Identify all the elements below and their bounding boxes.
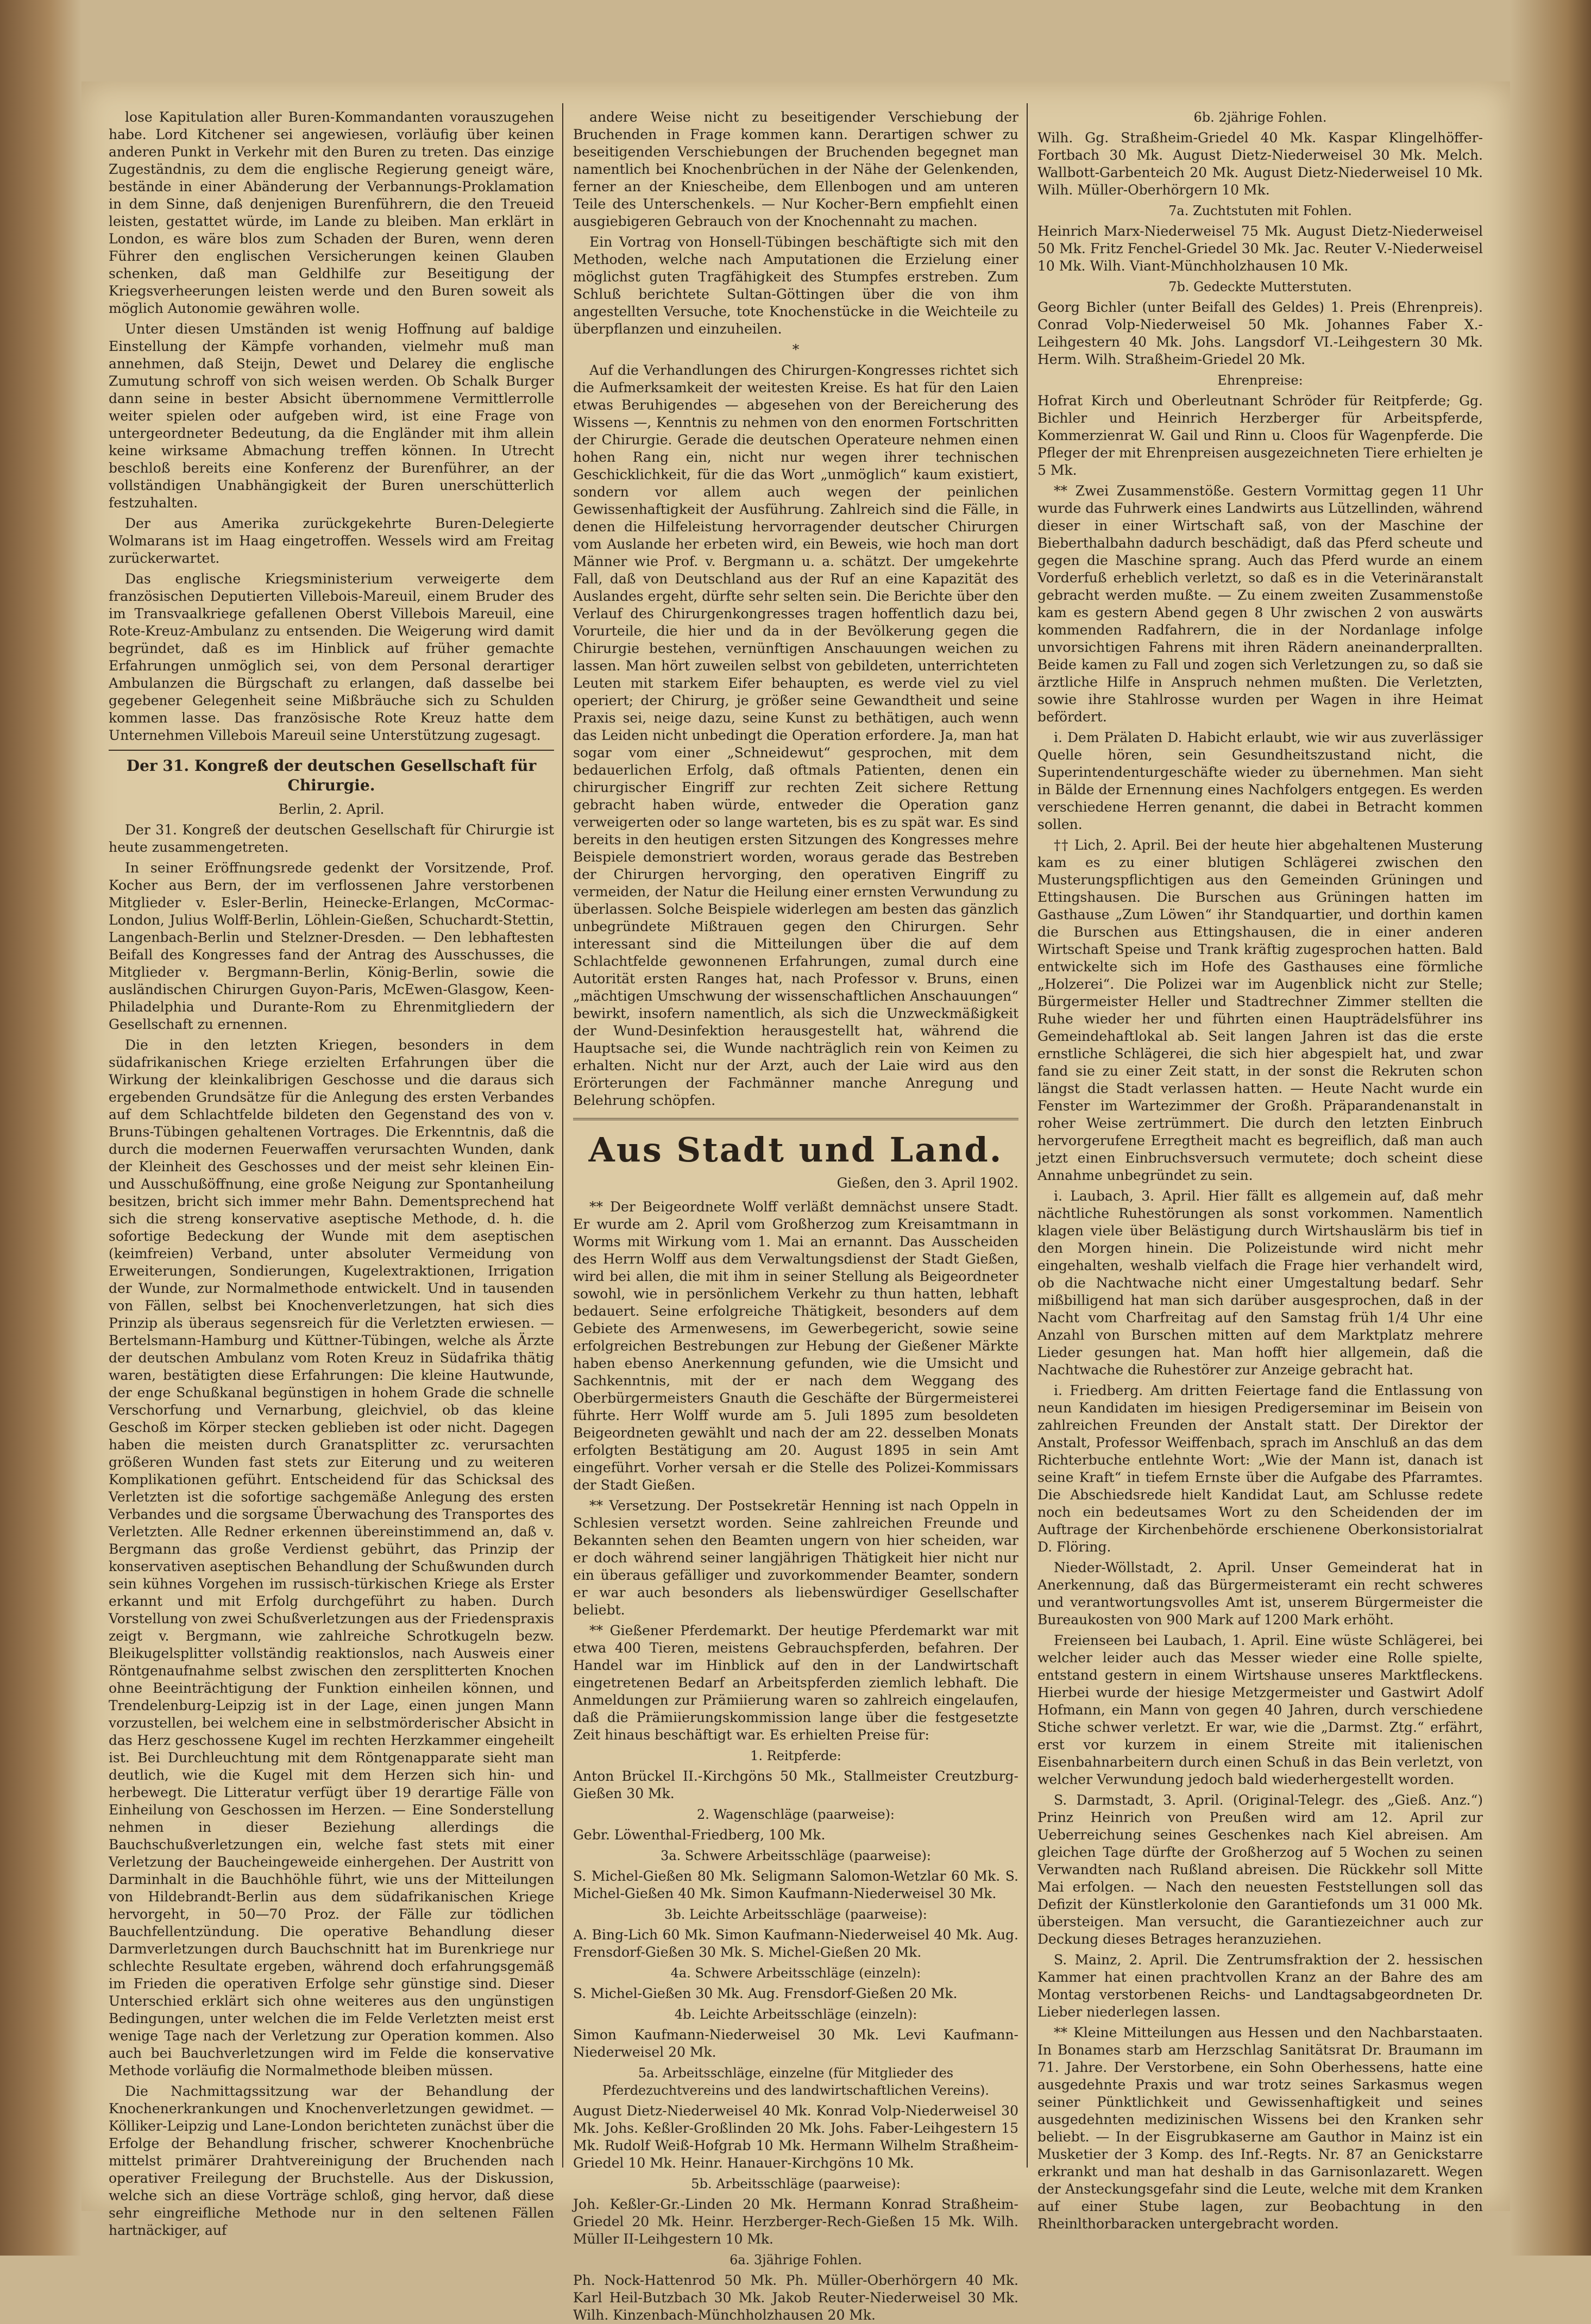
section-divider	[573, 1118, 1018, 1120]
local-news-paragraph: ** Versetzung. Der Postsekretär Henning ist nach Oppeln in Schlesien versetzt worden. Seine zahlreichen Freunde und Bekannten sehen den Beamten ungern von hier scheiden, war er doch während seiner langjährigen Thätigkeit hier nicht nur ein überaus gefälliger und zuvorkommender Beamter, sondern er war auch besonders als liebenswürdiger Gesellschafter beliebt.	[573, 1498, 1018, 1618]
prize-heading: 2. Wagenschläge (paarweise):	[696, 1807, 895, 1822]
prize-list: S. Michel-Gießen 80 Mk. Seligmann Salomon-Wetzlar 60 Mk. S. Michel-Gießen 40 Mk. Simon Kaufmann-Niederweisel 30 Mk.	[573, 1868, 1018, 1901]
article-paragraph: Ein Vortrag von Honsell-Tübingen beschäftigte sich mit den Methoden, welche nach Amputationen die Erzielung einer möglichst guten Tragfähigkeit des Stumpfes erstreben. Zum Schluß berichtete Sultan-Göttingen über die von ihm angestellten Versuche, tote Knochenstücke in die Weichteile zu überpflanzen und einzuheilen.	[573, 234, 1018, 337]
local-news-paragraph: Freienseen bei Laubach, 1. April. Eine wüste Schlägerei, bei welcher leider auch das Messer wieder eine Rolle spielte, entstand gestern in einem Wirtshause unseres Marktfleckens. Hierbei wurde der hiesige Metzgermeister und Gastwirt Adolf Hofmann, ein Mann von gegen 40 Jahren, durch verschiedene Stiche schwer verletzt. Er war, wie die „Darmst. Ztg.“ erfährt, erst vor kurzem in einem Streite mit italienischen Eisenbahnarbeitern durch einen Schuß in das Bein verletzt, von welcher Verwundung jedoch bald wiederhergestellt worden.	[1037, 1632, 1483, 1787]
prize-list: S. Michel-Gießen 30 Mk. Aug. Frensdorf-Gießen 20 Mk.	[573, 1986, 958, 2001]
prize-heading: 4b. Leichte Arbeitsschläge (einzeln):	[674, 2007, 917, 2022]
column-3	[1037, 109, 1483, 2232]
prize-list: Ph. Nock-Hattenrod 50 Mk. Ph. Müller-Oberhörgern 40 Mk. Karl Heil-Butzbach 30 Mk. Jakob Reuter-Niederweisel 30 Mk. Wilh. Kinzenbach-Münchholzhausen 20 Mk.	[573, 2272, 1018, 2323]
local-news-paragraph: ** Der Beigeordnete Wolff verläßt demnächst unsere Stadt. Er wurde am 2. April vom Großherzog zum Kreisamtmann in Worms mit Wirkung vom 1. Mai an ernannt. Das Ausscheiden des Herrn Wolff aus dem Verwaltungsdienst der Stadt Gießen, wird bei allen, die mit ihm in seiner Stellung als Beigeordneter sowohl, wie in persönlichem Verkehr zu thun hatten, lebhaft bedauert. Seine erfolgreiche Thätigkeit, besonders auf dem Gebiete des Armenwesens, im Gewerbegericht, sowie seine erfolgreichen Bestrebungen zur Hebung der Gießener Märkte haben ebenso Anerkennung gefunden, wie die Umsicht und Sachkenntnis, mit der er nach dem Weggang des Oberbürgermeisters Gnauth die Geschäfte der Bürgermeisterei führte. Herr Wolff wurde am 5. Juli 1895 zum besoldeten Beigeordneten gewählt und nach der am 22. desselben Monats erfolgten Bestätigung am 20. August 1895 in sein Amt eingeführt. Vorher versah er die Stelle des Polizei-Kommissars der Stadt Gießen.	[573, 1199, 1018, 1493]
prize-heading: 6b. 2jährige Fohlen.	[1193, 110, 1327, 125]
column-rule	[1027, 103, 1028, 2168]
column-rule	[562, 103, 563, 2168]
book-binding-shadow	[0, 0, 81, 2256]
prize-list: Wilh. Gg. Straßheim-Griedel 40 Mk. Kaspar Klingelhöffer-Fortbach 30 Mk. August Dietz-Niederweisel 30 Mk. Melch. Wallbott-Garbenteich 20 Mk. August Dietz-Niederweisel 10 Mk. Wilh. Müller-Oberhörgern 10 Mk.	[1037, 130, 1483, 198]
star-separator: *	[792, 342, 800, 357]
prize-list: Hofrat Kirch und Oberleutnant Schröder für Reitpferde; Gg. Bichler und Heinrich Herzberger für Arbeitspferde, Kommerzienrat W. Gail und Rinn u. Cloos für Wagenpferde. Die Pfleger der mit Ehrenpreisen ausgezeichneten Tiere erhielten je 5 Mk.	[1037, 393, 1483, 478]
column-2	[573, 109, 1018, 2323]
article-paragraph: Unter diesen Umständen ist wenig Hoffnung auf baldige Einstellung der Kämpfe vorhanden, vielmehr muß man annehmen, daß Steijn, Dewet und Delarey die englische Zumutung schroff von sich weisen werden. Ob Schalk Burger dann seine in bester Absicht übernommene Vermittlerrolle weiter spielen oder aufgeben wird, ist eine Frage von untergeordneter Bedeutung, da die Engländer mit ihm allein keine wirksame Abmachung treffen können. In Utrecht beschloß bereits eine Konferenz der Burenführer, an der vollständigen Unabhängigkeit der Buren unerschütterlich festzuhalten.	[109, 321, 554, 511]
prize-heading: 5a. Arbeitsschläge, einzelne (für Mitglieder des Pferdezuchtvereins und des landwirtschaftlichen Vereins).	[602, 2065, 990, 2098]
local-news-paragraph: ** Gießener Pferdemarkt. Der heutige Pferdemarkt war mit etwa 400 Tieren, meistens Gebrauchspferden, befahren. Der Handel war im Hinblick auf den in der Landwirtschaft eingetretenen Bedarf an Arbeitspferden ziemlich lebhaft. Die Anmeldungen zur Prämiierung waren so zahlreich eingelaufen, daß die Prämiierungskommission lange über die festgesetzte Zeit hinaus beschäftigt war. Es erhielten Preise für:	[573, 1623, 1018, 1743]
kongress-paragraph: In seiner Eröffnungsrede gedenkt der Vorsitzende, Prof. Kocher aus Bern, der im verflossenen Jahre verstorbenen Mitglieder v. Esler-Berlin, Heinecke-Erlangen, McCormac-London, Julius Wolff-Berlin, Löhlein-Gießen, Schuchardt-Stettin, Langenbach-Berlin und Stelzner-Dresden. — Den lebhaftesten Beifall des Kongresses fand der Antrag des Ausschusses, die Mitglieder v. Bergmann-Berlin, König-Berlin, sowie die ausländischen Chirurgen Guyon-Paris, McEwen-Glasgow, Keen-Philadelphia und Durante-Rom zu Ehrenmitgliedern der Gesellschaft zu ernennen.	[109, 860, 554, 1032]
prize-heading: 6a. 3jährige Fohlen.	[730, 2252, 862, 2268]
local-news-paragraph: i. Laubach, 3. April. Hier fällt es allgemein auf, daß mehr nächtliche Ruhestörungen als sonst vorkommen. Namentlich klagen viele über Belästigung durch Wirtshauslärm bis tief in den Morgen hinein. Die Polizeistunde wird nicht mehr eingehalten, weshalb vielfach die Frage hier verhandelt wird, ob die Nachtwache nicht einer Umgestaltung bedarf. Sehr mißbilligend hat man sich darüber ausgesprochen, daß in der Nacht vom Charfreitag auf den Samstag früh 1/4 Uhr eine Anzahl von Burschen mitten auf dem Marktplatz mehrere Lieder gesungen hat. Man hofft hier allgemein, daß die Nachtwache die Ruhestörer zur Anzeige gebracht hat.	[1037, 1188, 1483, 1378]
prize-list: A. Bing-Lich 60 Mk. Simon Kaufmann-Niederweisel 40 Mk. Aug. Frensdorf-Gießen 30 Mk. S. Michel-Gießen 20 Mk.	[573, 1927, 1018, 1960]
article-paragraph: Der aus Amerika zurückgekehrte Buren-Delegierte Wolmarans ist im Haag eingetroffen. Wessels wird am Freitag zurückerwartet.	[109, 516, 554, 566]
section-dateline: Gießen, den 3. April 1902.	[837, 1175, 1018, 1191]
prize-list: Joh. Keßler-Gr.-Linden 20 Mk. Hermann Konrad Straßheim-Griedel 20 Mk. Heinr. Herzberger-Rech-Gießen 15 Mk. Wilh. Müller II-Leihgestern 10 Mk.	[573, 2196, 1018, 2247]
prize-list: Simon Kaufmann-Niederweisel 30 Mk. Levi Kaufmann-Niederweisel 20 Mk.	[573, 2027, 1018, 2060]
prize-heading: 7b. Gedeckte Mutterstuten.	[1168, 279, 1352, 294]
local-news-paragraph: Nieder-Wöllstadt, 2. April. Unser Gemeinderat hat in Anerkennung, daß das Bürgermeisteramt ein recht schweres und verantwortungsvolles Amt ist, unserem Bürgermeister die Bureaukosten von 900 Mark auf 1200 Mark erhöht.	[1037, 1560, 1483, 1628]
prize-heading: 7a. Zuchtstuten mit Fohlen.	[1168, 203, 1352, 218]
kongress-paragraph: Die Nachmittagssitzung war der Behandlung der Knochenerkrankungen und Knochenverletzungen gewidmet. — Kölliker-Leipzig und Lane-London berichteten zunächst über die Erfolge der Behandlung frischer, schwerer Knochenbrüche mittelst primärer Drahtvereinigung der Bruchenden nach operativer Freilegung der Bruchstelle. Aus der Diskussion, welche sich an diese Vorträge schloß, ging hervor, daß diese sehr eingreifliche Methode nur in den seltenen Fällen hartnäckiger, auf	[109, 2083, 554, 2238]
prize-heading: 1. Reitpferde:	[750, 1748, 841, 1763]
article-paragraph: Das englische Kriegsministerium verweigerte dem französischen Deputierten Villebois-Mareuil, einem Bruder des im Transvaalkriege gefallenen Oberst Villebois Mareuil, eine Rote-Kreuz-Ambulanz zu entsenden. Die Weigerung wird damit begründet, daß es im Hinblick auf früher gemachte Erfahrungen unmöglich sei, von dem Personal derartiger Ambulanzen die Bürgschaft zu erlangen, daß dasselbe bei gegebener Gelegenheit seine Mißbräuche sich zu Schulden kommen lasse. Das französische Rote Kreuz hatte dem Unternehmen Villebois Mareuil seine Unterstützung zugesagt.	[109, 571, 554, 743]
prize-list: August Dietz-Niederweisel 40 Mk. Konrad Volp-Niederweisel 30 Mk. Johs. Keßler-Großlinden 20 Mk. Johs. Faber-Leihgestern 15 Mk. Rudolf Weiß-Hofgrab 10 Mk. Hermann Wilhelm Straßheim-Griedel 10 Mk. Heinr. Hanauer-Kirchgöns 10 Mk.	[573, 2103, 1018, 2171]
local-news-paragraph: S. Darmstadt, 3. April. (Original-Telegr. des „Gieß. Anz.“) Prinz Heinrich von Preußen wird am 12. April zur Ueberreichung seines Geschenkes nach Kiel abreisen. Am gleichen Tage dürfte der Großherzog auf 5 Wochen zu seinen Verwandten nach Rußland abreisen. Die Rückkehr soll Mitte Mai erfolgen. — Nach den neuesten Feststellungen soll das Defizit der Künstlerkolonie den Garantiefonds um 31 000 Mk. übersteigen. Man versucht, die Garantiezeichner auch zur Deckung dieses Betrages heranzuziehen.	[1037, 1792, 1483, 1947]
prize-heading: 4a. Schwere Arbeitsschläge (einzeln):	[670, 1965, 921, 1981]
article-paragraph: andere Weise nicht zu beseitigender Verschiebung der Bruchenden in Frage kommen kann. Derartigen schwer zu beseitigenden Verschiebungen der Bruchenden begegnet man namentlich bei Knochenbrüchen in der Nähe der Gelenkenden, ferner an der Kniescheibe, dem Ellenbogen und am unteren Teile des Unterschenkels. — Nur Kocher-Bern empfiehlt einen ausgiebigeren Gebrauch von der Knochennaht zu machen.	[573, 109, 1018, 229]
prize-list: Anton Brückel II.-Kirchgöns 50 Mk., Stallmeister Creutzburg-Gießen 30 Mk.	[573, 1768, 1018, 1801]
section-title: Aus Stadt und Land.	[588, 1130, 1003, 1170]
article-divider	[109, 750, 554, 751]
kongress-paragraph: Die in den letzten Kriegen, besonders in dem südafrikanischen Kriege erzielten Erfahrungen über die Wirkung der kleinkalibrigen Geschosse und die daraus sich ergebenden Grundsätze für die Anlegung des ersten Verbandes auf dem Schlachtfelde bildeten den Gegenstand des von v. Bruns-Tübingen gehaltenen Vortrages. Die Erkenntnis, daß die durch die modernen Feuerwaffen verursachten Wunden, dank der Kleinheit des Geschosses und der meist sehr kleinen Ein- und Ausschußöffnung, eine große Neigung zur Spontanheilung besitzen, bricht sich immer mehr Bahn. Dementsprechend hat sich die streng konservative aseptische Methode, d. h. die sofortige Bedeckung der Wunde mit dem aseptischen (keimfreien) Verband, unter absoluter Vermeidung von Erweiterungen, Sondierungen, Kugelextraktionen, Irrigation der Wunde, zur Normalmethode entwickelt. Und in tausenden von Fällen, selbst bei Knochenverletzungen, hat sich dies Prinzip als überaus segensreich für die Verletzten erwiesen. — Bertelsmann-Hamburg und Küttner-Tübingen, welche als Ärzte der deutschen Ambulanz vom Roten Kreuz in Südafrika thätig waren, bestätigten diese Erfahrungen: Die kleine Hautwunde, der enge Schußkanal begünstigen in hohem Grade die schnelle Verschorfung und Vernarbung, gleichviel, ob das kleine Geschoß im Körper stecken geblieben ist oder nicht. Dagegen haben die meisten durch Granatsplitter zc. verursachten größeren Wunden fast stets zur Eiterung und zu weiteren Komplikationen geführt. Entscheidend für das Schicksal des Verletzten ist die sofortige sachgemäße Anlegung des ersten Verbandes und die sorgsame Überwachung des Transportes des Verletzten. Alle Redner erkennen übereinstimmend an, daß v. Bergmann das große Verdienst gebührt, das Prinzip der konservativen aseptischen Behandlung der Schußwunden durch sein kühnes Vorgehen im russisch-türkischen Kriege als Erster erkannt und mit Erfolg durchgeführt zu haben. Durch Vorstellung von zwei Schußverletzungen aus der Friedenspraxis zeigt v. Bergmann, wie zahlreiche Schrotkugeln bezw. Bleikugelsplitter vollständig reaktionslos, nach Ausweis einer Röntgenaufnahme selbst zwischen den zersplitterten Knochen ohne Beeinträchtigung der Funktion einheilen können, und Trendelenburg-Leipzig ist in der Lage, einen jungen Mann vorzustellen, bei welchem eine in selbstmörderischer Absicht in das Herz geschossene Kugel im rechten Herzkammer eingeheilt ist. Bei Durchleuchtung mit dem Röntgenapparate sieht man deutlich, wie die Kugel mit dem Herzen sich hin- und herbewegt. Die Litteratur verfügt über 19 derartige Fälle von Einheilung von Geschossen im Herzen. — Eine Sonderstellung nehmen in dieser Beziehung allerdings die Bauchschußverletzungen ein, welche fast stets mit einer Verletzung der Baucheingeweide einhergehen. Der Austritt von Darminhalt in die Bauchhöhle führt, wie uns der Mitteilungen von Hildebrandt-Berlin aus dem südafrikanischen Kriege hervorgeht, in 50—70 Proz. der Fälle zur tödlichen Bauchfellentzündung. Die operative Behandlung dieser Darmverletzungen durch Bauchschnitt hat im Burenkriege nur schlechte Resultate ergeben, während doch erfahrungsgemäß im Frieden die operativen Erfolge sehr günstige sind. Dieser Unterschied erklärt sich ohne weiteres aus den ungünstigen Bedingungen, unter welchen die im Felde Verletzten meist erst wenige Tage nach der Verletzung zur Operation kommen. Also auch bei Bauchverletzungen wird im Felde die konservative Methode vorläufig die Normalmethode bleiben müssen.	[109, 1037, 554, 2078]
local-news-paragraph: S. Mainz, 2. April. Die Zentrumsfraktion der 2. hessischen Kammer hat einen prachtvollen Kranz an der Bahre des am Montag verstorbenen Reichs- und Landtagsabgeordneten Dr. Lieber niederlegen lassen.	[1037, 1952, 1483, 2020]
prize-heading: 3b. Leichte Arbeitsschläge (paarweise):	[664, 1907, 927, 1922]
prize-list: Gebr. Löwenthal-Friedberg, 100 Mk.	[573, 1827, 826, 1843]
prize-heading: 5b. Arbeitsschläge (paarweise):	[691, 2176, 901, 2191]
kongress-dateline: Berlin, 2. April.	[278, 801, 385, 817]
local-news-paragraph: †† Lich, 2. April. Bei der heute hier abgehaltenen Musterung kam es zu einer blutigen Schlägerei zwischen den Musterungspflichtigen aus den Gemeinden Grüningen und Ettingshausen. Die Burschen aus Grüningen hatten im Gasthause „Zum Löwen“ ihr Standquartier, und dorthin kamen die Burschen aus Ettingshausen, die in einer anderen Wirtschaft Speise und Trank kräftig zugesprochen hatten. Bald entwickelte sich im Hofe des Gasthauses eine förmliche „Holzerei“. Die Polizei war im Augenblick nicht zur Stelle; Bürgermeister Heller und Stadtrechner Zimmer stellten die Ruhe wieder her und führten einen Haupträdelsführer ins Gemeindehaftlokal ab. Seit langen Jahren ist das die erste ernstliche Schlägerei, die sich hier abgespielt hat, und zwar fand sie zu einer Zeit statt, in der sonst die Rekruten schon längst die Stadt verlassen hatten. — Heute Nacht wurde ein Fenster im Wartezimmer der Großh. Präparandenanstalt in roher Weise zertrümmert. Die durch den letzten Einbruch hervorgerufene Erregtheit macht es begreiflich, daß man auch jetzt einen Einbruchsversuch vermutete; doch scheint diese Annahme unbegründet zu sein.	[1037, 837, 1483, 1183]
local-news-paragraph: i. Friedberg. Am dritten Feiertage fand die Entlassung von neun Kandidaten im hiesigen Predigerseminar im Beisein von zahlreichen Freunden der Anstalt statt. Der Direktor der Anstalt, Professor Weiffenbach, sprach im Anschluß an das dem Richterbuche entlehnte Wort: „Wie der Mann ist, danach ist seine Kraft“ in tiefem Ernste über die Aufgabe des Pfarramtes. Die Abschiedsrede hielt Kandidat Laut, am Schlusse redete noch ein bedeutsames Wort zu den Scheidenden der im Auftrage der Kirchenbehörde erschienene Oberkonsistorialrat D. Flöring.	[1037, 1383, 1483, 1555]
local-news-paragraph: ** Kleine Mitteilungen aus Hessen und den Nachbarstaaten. In Bonames starb am Herzschlag Sanitätsrat Dr. Braumann im 71. Jahre. Der Verstorbene, ein Sohn Oberhessens, hatte eine ausgedehnte Praxis und war trotz seines Sarkasmus wegen seiner Pünktlichkeit und Gewissenhaftigkeit und seines ausgedehnten medizinischen Wissens bei den Kranken sehr beliebt. — In der Eisgrubkaserne am Gauthor in Mainz ist ein Musketier der 3 Komp. des Inf.-Regts. Nr. 87 an Genickstarre erkrankt und man hat deshalb in das Garnisonlazarett. Wegen der Ansteckungsgefahr sind die Leute, welche mit dem Kranken auf einer Stube lagen, zur Beobachtung in den Rheinlthorbaracken untergebracht worden.	[1037, 2025, 1483, 2232]
prize-list: Heinrich Marx-Niederweisel 75 Mk. August Dietz-Niederweisel 50 Mk. Fritz Fenchel-Griedel 30 Mk. Jac. Reuter V.-Niederweisel 10 Mk. Wilh. Viant-Münchholzhausen 10 Mk.	[1037, 223, 1483, 274]
local-news-paragraph: i. Dem Prälaten D. Habicht erlaubt, wie wir aus zuverlässiger Quelle hören, sein Gesundheitszustand nicht, die Superintendenturgeschäfte wieder zu übernehmen. Man sieht in Bälde der Ernennung eines Nachfolgers entgegen. Es werden verschiedene Herren genannt, die dabei in Betracht kommen sollen.	[1037, 730, 1483, 832]
prize-heading: 3a. Schwere Arbeitsschläge (paarweise):	[661, 1848, 931, 1863]
column-1	[109, 109, 554, 2238]
prize-list: Georg Bichler (unter Beifall des Geldes) 1. Preis (Ehrenpreis). Conrad Volp-Niederweisel 50 Mk. Johannes Faber X.-Leihgestern 40 Mk. Johs. Langsdorf VI.-Leihgestern 30 Mk. Herm. Wilh. Straßheim-Griedel 20 Mk.	[1037, 299, 1483, 367]
page-edge-shadow	[1510, 0, 1591, 2256]
article-paragraph: lose Kapitulation aller Buren-Kommandanten vorauszugehen habe. Lord Kitchener sei angewiesen, vorläufig über keinen anderen Punkt in Verkehr mit den Buren zu treten. Das einzige Zugeständnis, zu dem die englische Regierung geneigt wäre, bestände in einer Abänderung der Verbannungs-Proklamation in dem Sinne, daß denjenigen Burenführern, die den Treueid leisten, gestattet würde, im Lande zu bleiben. Man erklärt in London, es wäre blos zum Schaden der Buren, wenn deren Führer den englischen Versicherungen keinen Glauben schenken, daß man Geldhilfe zur Beseitigung der Kriegsverheerungen leisten werde und den Buren soweit als möglich Autonomie gewähren wolle.	[109, 109, 554, 316]
kongress-paragraph: Der 31. Kongreß der deutschen Gesellschaft für Chirurgie ist heute zusammengetreten.	[109, 822, 554, 855]
prize-heading: Ehrenpreise:	[1217, 373, 1303, 388]
kongress-heading: Der 31. Kongreß der deutschen Gesellschaft für Chirurgie.	[126, 757, 537, 794]
article-paragraph: Auf die Verhandlungen des Chirurgen-Kongresses richtet sich die Aufmerksamkeit der weitesten Kreise. Es hat für den Laien etwas Beruhigendes — abgesehen von der Bereicherung des Wissens —, Kenntnis zu nehmen von den enormen Fortschritten der Chirurgie. Gerade die deutschen Operateure nehmen einen hohen Rang ein, nicht nur wegen ihrer technischen Geschicklichkeit, für die das Wort „unmöglich“ kaum existiert, sondern vor allem auch wegen der peinlichen Gewissenhaftigkeit der Ausführung. Zahlreich sind die Fälle, in denen die Hilfeleistung hervorragender deutscher Chirurgen vom Auslande her erbeten wird, ein Beweis, wie hoch man dort Männer wie Prof. v. Bergmann u. a. schätzt. Der umgekehrte Fall, daß von Deutschland aus der Ruf an eine Kapazität des Auslandes ergeht, dürfte sehr selten sein. Die Berichte über den Verlauf des Chirurgenkongresses tragen hoffentlich dazu bei, Vorurteile, die hier und da in der Bevölkerung gegen die Chirurgie bestehen, vernünftigen Anschauungen weichen zu lassen. Man hört zuweilen selbst von gebildeten, unterrichteten Leuten mit starkem Eifer behaupten, es werde viel zu viel operiert; der Chirurg, je größer seine Gewandtheit und seine Praxis sei, neige dazu, seine Kunst zu bethätigen, auch wenn das Leiden nicht unbedingt die Operation erfordere. Ja, man hat sogar vom einer „Schneidewut“ gesprochen, mit dem bedauerlichen Erfolg, daß oftmals Patienten, denen ein chirurgischer Eingriff zur rechten Zeit sichere Rettung gebracht haben würde, entweder die Operation ganz verweigerten oder so lange warteten, bis es zu spät war. Es sind bereits in den heutigen ersten Sitzungen des Kongresses mehre Beispiele demonstriert worden, woraus gerade das Bestreben der Chirurgen hervorging, den operativen Eingriff zu vermeiden, der Natur die Heilung einer ernsten Verwundung zu überlassen. Solche Beispiele widerlegen am besten das gänzlich unbegründete Mißtrauen gegen den Chirurgen. Sehr interessant sind die Mitteilungen über die auf dem Schlachtfelde gewonnenen Erfahrungen, zumal durch eine Autorität ersten Ranges hat, nach Professor v. Bruns, einen „mächtigen Umschwung der wissenschaftlichen Anschauungen“ bewirkt, insofern namentlich, als sich die Unzweckmäßigkeit der Wund-Desinfektion herausgestellt hat, während die Hauptsache sei, die Wunde nachträglich rein von Keimen zu erhalten. Nicht nur der Arzt, auch der Laie wird aus den Erörterungen der Fachmänner manche Anregung und Belehrung schöpfen.	[573, 362, 1018, 1108]
newspaper-page	[81, 81, 1510, 2323]
local-news-paragraph: ** Zwei Zusammenstöße. Gestern Vormittag gegen 11 Uhr wurde das Fuhrwerk eines Landwirts aus Lützellinden, während dieser in einer Wirtschaft saß, von der Maschine der Bieberthalbahn dadurch beschädigt, daß das Pferd scheute und gegen die Maschine sprang. Auch das Pferd wurde an einem Vorderfuß erheblich verletzt, so daß es in die Veterinäranstalt gebracht werden mußte. — Zu einem zweiten Zusammenstoße kam es gestern Abend gegen 8 Uhr zwischen 2 von auswärts kommenden Radfahrern, die in der Nordanlage infolge unvorsichtigen Fahrens mit ihren Rädern aneinanderprallten. Beide kamen zu Fall und zogen sich Verletzungen zu, so daß sie ärztliche Hilfe in Anspruch nehmen mußten. Die Verletzten, sowie ihre Stahlrosse wurden per Wagen in ihre Heimat befördert.	[1037, 483, 1483, 725]
